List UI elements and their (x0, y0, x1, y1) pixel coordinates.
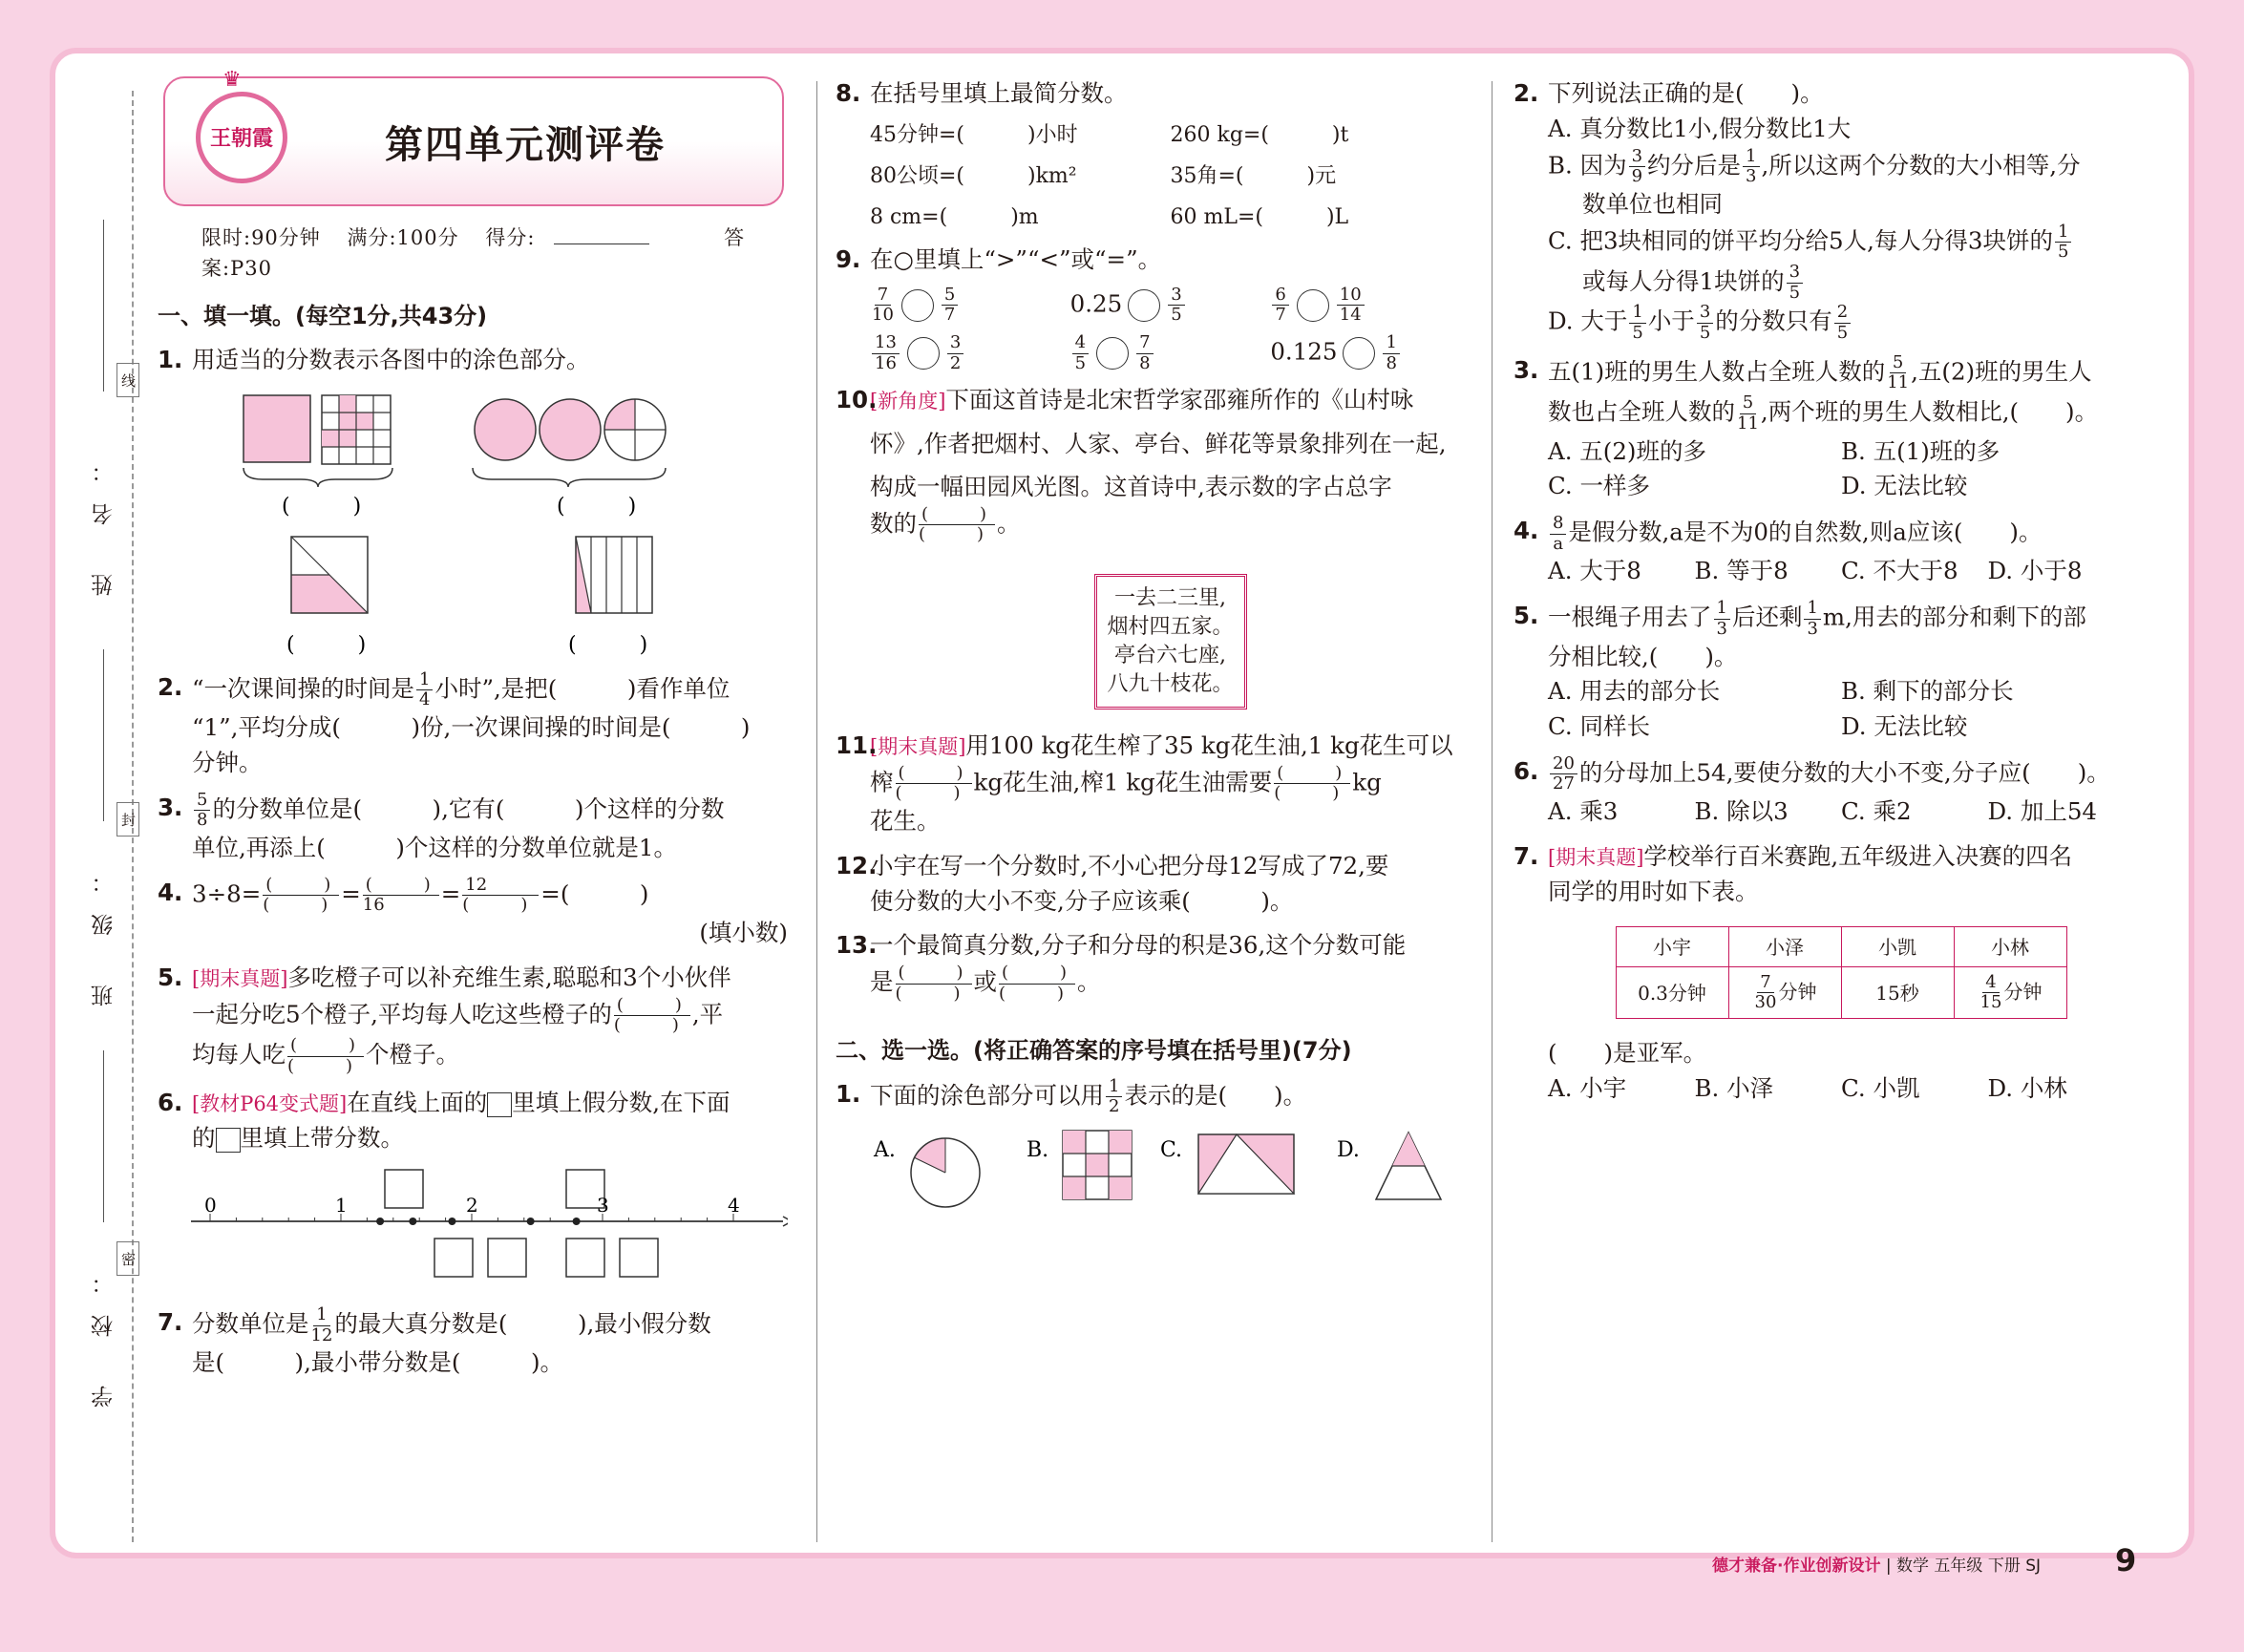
tick-label: 3 (597, 1193, 609, 1217)
compare-item[interactable] (1270, 286, 1471, 326)
fraction: $\frac{1}{2}$ (1106, 1077, 1122, 1117)
fraction: $\frac{6}{7}$ (1272, 286, 1288, 326)
seal-mark: 线 (116, 363, 139, 397)
tick-label: 1 (335, 1193, 348, 1217)
full-circle (540, 399, 601, 460)
column-divider (816, 81, 817, 1542)
column-3 (1514, 76, 2134, 1112)
full-square (243, 395, 310, 462)
footer: 德才兼备·作业创新设计 | 数学 五年级 下册 SJ (1712, 1557, 2042, 1576)
answer-blank[interactable]: ( ) (557, 494, 637, 519)
fraction-blank[interactable]: $\frac{( )}{( )}$ (614, 996, 690, 1036)
choice-4: 4. $\frac{8}{a}$ 是假分数,a是不为0的自然数,则a应该( )。 A. 大于8 B. 等于8 C. 不大于8 D. 小于8 (1514, 513, 2083, 585)
q1-figures (158, 384, 788, 661)
full-circle (475, 399, 536, 460)
q1-text: 用适当的分数表示各图中的涂色部分。 (192, 346, 590, 373)
question-13: 13. 一个最简真分数,分子和分母的积是36,这个分数可能 是 $\frac{( )}{( )}$ 或 $\frac{( )}{( )}$ 。 (836, 931, 1407, 1004)
strip-square (576, 537, 652, 613)
tick-label: 2 (466, 1193, 478, 1217)
circle-sector (911, 1138, 980, 1207)
q8-item[interactable]: 8 cm=( )m (870, 204, 1039, 229)
brace (243, 468, 392, 487)
svg-text:C.: C. (1160, 1137, 1183, 1162)
question-10: 10. [新角度]下面这首诗是北宋哲学家邵雍所作的《山村咏 怀》,作者把烟村、人家、亭台、鲜花等景象排列在一起, 构成一幅田园风光图。这首诗中,表示数的字占总字 数的 $\frac{( )}{( )}$ 。 一去二三里, 烟村四五家。 亭台六七座, 八九十枝花。 (836, 383, 1471, 710)
answer-box[interactable] (566, 1239, 604, 1277)
fraction-blank[interactable]: $\frac{( )}{( )}$ (999, 964, 1075, 1004)
svg-text:A.: A. (874, 1137, 896, 1162)
compare-circle[interactable] (1343, 337, 1375, 370)
race-table: 小宇 小泽 小凯 小林 0.3分钟 $\frac{7}{30}$ 分钟 15秒 $\frac{4}{15}$ 分钟 (1616, 926, 2067, 1019)
brace (473, 468, 666, 487)
full-score: 满分:100分 (347, 226, 459, 249)
tag-badge: [新角度] (870, 390, 946, 413)
box-icon (487, 1092, 512, 1117)
fraction-blank[interactable]: $\frac{12}{( )}$ (462, 876, 539, 916)
point-marker (448, 1218, 455, 1225)
q8-item[interactable]: 80公顷=( )km² (870, 163, 1077, 188)
page-number: 9 (2115, 1542, 2137, 1578)
question-11: 11. [期末真题]用100 kg花生榨了35 kg花生油,1 kg花生可以 榨 $\frac{( )}{( )}$ kg花生油,榨1 kg花生油需要 $\frac{( )}{( )}$ kg 花生。 (836, 731, 1453, 836)
choice-5: 5. 一根绳子用去了 $\frac{1}{3}$ 后还剩 $\frac{1}{3}$ m,用去的部分和剩下的部 分相比较,( )。 A. 用去的部分长 B. 剩下的部分长 C. 同样长 D. 无法比较 (1514, 598, 2086, 740)
compare-circle[interactable] (907, 337, 940, 370)
fraction: $\frac{1}{4}$ (416, 670, 433, 710)
point-marker (376, 1218, 384, 1225)
school-line (103, 1050, 104, 1222)
fraction: $\frac{4}{5}$ (1072, 333, 1089, 373)
box-icon (216, 1128, 241, 1153)
section-2-title: 二、选一选。(将正确答案的序号填在括号里)(7分) (836, 1036, 1352, 1064)
seal-mark: 封 (116, 802, 139, 837)
compare-item[interactable] (1070, 333, 1271, 373)
fraction: $\frac{3}{2}$ (947, 333, 963, 373)
answer-blank[interactable]: ( ) (568, 632, 648, 657)
tag-badge: [期末真题] (1548, 845, 1644, 869)
brand-logo: 王朝霞 (196, 92, 287, 183)
question-8: 8. 在括号里填上最简分数。 45分钟=( )小时 260 kg=( )t 80公顷=( )km² 35角=( )元 8 cm=( )m 60 mL=( )L (836, 76, 1471, 233)
fraction: $\frac{5}{8}$ (194, 791, 210, 831)
question-4: 4. 3÷8= $\frac{( )}{( )}$ = $\frac{( )}{16}$ = $\frac{12}{( )}$ =( ) (填小数) (158, 876, 788, 951)
rect-triangle (1198, 1134, 1294, 1194)
answer-box[interactable] (488, 1239, 526, 1277)
question-5: 5. [期末真题]多吃橙子可以补充维生素,聪聪和3个小伙伴 一起分吃5个橙子,平均每人吃这些橙子的 $\frac{( )}{( )}$ ,平 均每人吃 $\frac{( )}{( )}$ 个橙子。 (158, 963, 731, 1076)
question-9: 9. 在○里填上“>”“<”或“=”。 $\frac{7}{10}$ $\frac{5}{7}$ 0.25 $\frac{3}{5}$ $\frac{6}{7}$ $\frac{10}{14}$ $\frac{13}{16}$ $\frac{3}{2}$ $\frac{4}{5}$ $\frac{7}{8}$ 0.125 $\frac{1}{8}$ (836, 243, 1471, 374)
tag-badge: [期末真题] (870, 735, 966, 759)
point-marker (573, 1218, 581, 1225)
number-line (158, 1162, 788, 1296)
tag-badge: [期末真题] (192, 966, 288, 990)
q8-item[interactable]: 60 mL=( )L (1170, 204, 1349, 229)
class-line (103, 649, 104, 821)
poem-box: 一去二三里, 烟村四五家。 亭台六七座, 八九十枝花。 (1094, 574, 1247, 710)
question-12: 12. 小宇在写一个分数时,不小心把分母12写成了72,要 使分数的大小不变,分子应该乘( )。 (836, 851, 1389, 915)
point-marker (409, 1218, 416, 1225)
answer-ref: 答案:P30 (201, 226, 746, 280)
name-label: 姓 名： (92, 439, 116, 597)
quarter-circle (604, 399, 666, 460)
question-1: 1. 用适当的分数表示各图中的涂色部分。 (158, 346, 590, 373)
fraction-blank[interactable]: $\frac{( )}{( )}$ (287, 1036, 364, 1076)
answer-box[interactable] (385, 1170, 423, 1208)
fraction-blank[interactable]: $\frac{( )}{( )}$ (896, 764, 972, 804)
class-label: 班 级： (92, 850, 116, 1007)
question-3: 3. $\frac{5}{8}$ 的分数单位是( ),它有( )个这样的分数 单位,再添上( )个这样的分数单位就是1。 (158, 789, 725, 861)
fraction-blank[interactable]: $\frac{( )}{( )}$ (896, 964, 972, 1004)
fraction: $\frac{1}{8}$ (1383, 333, 1399, 373)
compare-item[interactable] (870, 333, 1070, 373)
tick-label: 0 (204, 1193, 217, 1217)
compare-item[interactable] (870, 286, 1070, 326)
fraction: $\frac{3}{5}$ (1168, 286, 1184, 326)
answer-box[interactable] (434, 1239, 473, 1277)
question-7: 7. 分数单位是 $\frac{1}{12}$ 的最大真分数是( ),最小假分数 是( ),最小带分数是( )。 (158, 1303, 711, 1377)
svg-text:D.: D. (1337, 1137, 1360, 1162)
name-line (103, 220, 104, 392)
question-2: 2. “一次课间操的时间是 $\frac{1}{4}$ 小时”,是把( )看作单位 “1”,平均分成( )份,一次课间操的时间是( ) 分钟。 (158, 668, 751, 776)
column-1 (158, 68, 788, 1387)
tag-badge: [教材P64变式题] (192, 1092, 348, 1116)
fraction-blank[interactable]: $\frac{( )}{( )}$ (263, 876, 339, 916)
answer-blank[interactable]: ( ) (286, 632, 367, 657)
fraction: $\frac{13}{16}$ (872, 333, 900, 373)
fraction-blank[interactable]: $\frac{( )}{( )}$ (1274, 764, 1350, 804)
fraction: $\frac{5}{7}$ (942, 286, 958, 326)
time-limit: 限时:90分钟 (201, 226, 321, 249)
tick-label: 4 (728, 1193, 740, 1217)
grid-square (322, 395, 391, 464)
q8-item[interactable]: 45分钟=( )小时 (870, 122, 1078, 147)
answer-blank[interactable]: ( ) (282, 494, 362, 519)
q8-item[interactable]: 260 kg=( )t (1170, 122, 1349, 147)
seal-mark: 密 (116, 1241, 139, 1276)
exam-meta (201, 223, 788, 284)
choice-2: 2. 下列说法正确的是( )。 A. 真分数比1小,假分数比1大 B. 因为 $\frac{3}{9}$ 约分后是 $\frac{1}{3}$ ,所以这两个分数的大小相等,分 数单位也相同 C. 把3块相同的饼平均分给5人,每人分得3块饼的 $\frac{1}{5}$ 或每人分得1块饼的 $\frac{3}{5}$ D. 大于 $\frac{1}{5}$ 小于 $\frac{3}{5}$ 的分数只有 $\frac{2}{5}$ (1514, 79, 2081, 344)
answer-box[interactable] (620, 1239, 658, 1277)
triangle-square (291, 537, 368, 613)
school-label: 学 校： (92, 1251, 116, 1408)
question-6: 6. [教材P64变式题]在直线上面的 里填上假分数,在下面 的 里填上带分数。 (158, 1089, 730, 1153)
fraction: $\frac{10}{14}$ (1337, 286, 1365, 326)
svg-text:B.: B. (1027, 1137, 1049, 1162)
compare-circle[interactable] (901, 289, 934, 322)
choice-3: 3. 五(1)班的男生人数占全班人数的 $\frac{5}{11}$ ,五(2)班的男生人 数也占全班人数的 $\frac{5}{11}$ ,两个班的男生人数相比,( )。 A. 五(2)班的多 B. 五(1)班的多 C. 一样多 D. 无法比较 (1514, 351, 2099, 500)
column-2 (836, 76, 1471, 1209)
choice-1: 1. 下面的涂色部分可以用 $\frac{1}{2}$ 表示的是( )。 (836, 1075, 1307, 1117)
fraction: $\frac{1}{12}$ (310, 1303, 333, 1345)
q8-item[interactable]: 35角=( )元 (1170, 163, 1337, 188)
fraction-blank[interactable]: $\frac{( )}{16}$ (363, 876, 439, 916)
compare-circle[interactable] (1297, 289, 1329, 322)
triangle-tip (1376, 1133, 1441, 1199)
point-marker (527, 1218, 535, 1225)
compare-circle[interactable] (1096, 337, 1129, 370)
score-label: 得分: (485, 226, 536, 249)
choice-1-figures (836, 1123, 1466, 1209)
choice-7: 7. [期末真题]学校举行百米赛跑,五年级进入决赛的四名 同学的用时如下表。 小宇 小泽 小凯 小林 0.3分钟 $\frac{7}{30}$ 分钟 15秒 $\frac{4}{15}$ 分钟 ( )是亚军。 A. 小宇 B. 小泽 C. 小凯 D. 小林 (1514, 841, 2073, 1103)
q4-note: (填小数) (699, 919, 788, 947)
crown-icon: ♛ (222, 68, 242, 92)
choice-6: 6. $\frac{20}{27}$ 的分母加上54,要使分数的大小不变,分子应( )。 A. 乘3 B. 除以3 C. 乘2 D. 加上54 (1514, 752, 2110, 826)
fraction-blank[interactable]: $\frac{( )}{( )}$ (919, 505, 995, 545)
compare-item[interactable]: 0.25 $\frac{3}{5}$ (1070, 286, 1271, 326)
checker-grid (1063, 1131, 1132, 1199)
compare-item[interactable]: 0.125 $\frac{1}{8}$ (1270, 333, 1471, 373)
section-1-title: 一、填一填。(每空1分,共43分) (158, 303, 488, 329)
page-title: 第四单元测评卷 (385, 123, 666, 167)
fraction: $\frac{7}{10}$ (872, 284, 894, 326)
compare-circle[interactable] (1128, 289, 1160, 322)
title-banner (163, 68, 784, 206)
fraction: $\frac{7}{8}$ (1136, 333, 1153, 373)
